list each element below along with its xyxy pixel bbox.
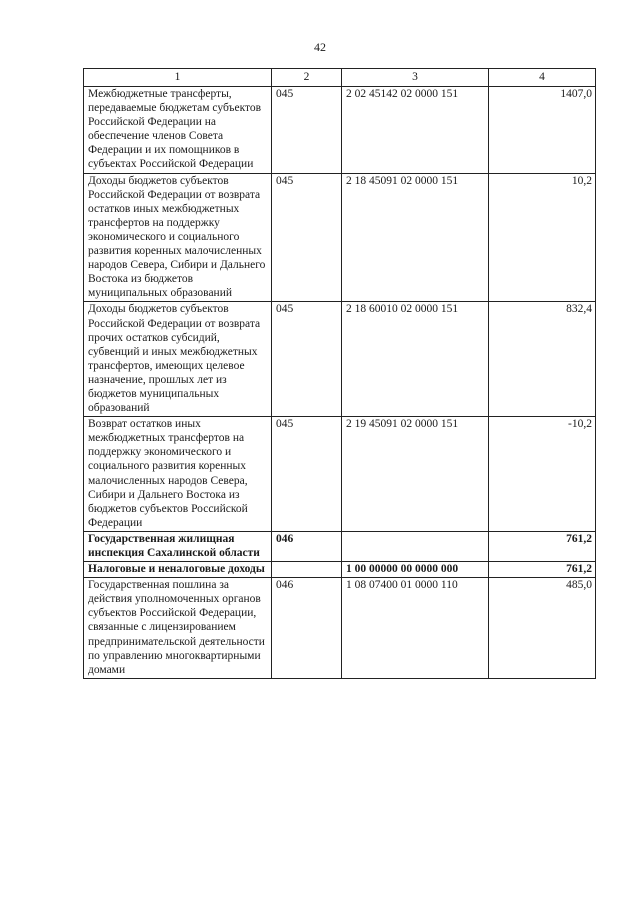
amount-cell: 1407,0 [489,87,596,174]
table-row [84,173,596,302]
classification-code-cell: 2 02 45142 02 0000 151 [342,87,489,174]
admin-code-cell [272,562,342,578]
classification-code-cell: 2 18 60010 02 0000 151 [342,302,489,417]
page-number: 42 [314,40,326,54]
admin-code-cell: 045 [272,302,342,417]
table-row [84,417,596,532]
table-row [84,87,596,174]
admin-code-cell: 045 [272,87,342,174]
revenue-name-cell: Доходы бюджетов субъектов Российской Федерации от возврата прочих остатков субсидий, субвенций и иных межбюджетных трансфертов, имеющих целевое назначение, прошлых лет из бюджетов муниципальных образований [84,302,272,417]
revenue-name-cell: Налоговые и неналоговые доходы [84,562,272,578]
classification-code-cell [342,531,489,561]
budget-revenue-table [83,68,596,679]
revenue-name-cell: Возврат остатков иных межбюджетных трансфертов на поддержку экономического и социального развития коренных малочисленных народов Севера, Сибири и Дальнего Востока из бюджетов субъектов Российской Федерации [84,417,272,532]
classification-code-cell: 2 18 45091 02 0000 151 [342,173,489,302]
amount-cell: -10,2 [489,417,596,532]
admin-code-cell: 046 [272,531,342,561]
revenue-name-cell: Государственная жилищная инспекция Сахалинской области [84,531,272,561]
revenue-name-cell: Государственная пошлина за действия уполномоченных органов субъектов Российской Федерации, связанные с лицензированием предпринимательской деятельности по управлению многоквартирными домами [84,578,272,679]
column-header-4: 4 [489,69,596,87]
column-header-2: 2 [272,69,342,87]
classification-code-cell: 2 19 45091 02 0000 151 [342,417,489,532]
revenue-name-cell: Межбюджетные трансферты, передаваемые бюджетам субъектов Российской Федерации на обеспечение членов Совета Федерации и их помощников в субъектах Российской Федерации [84,87,272,174]
table-row [84,531,596,561]
column-header-1: 1 [84,69,272,87]
table-row [84,578,596,679]
revenue-name-cell: Доходы бюджетов субъектов Российской Федерации от возврата остатков иных межбюджетных трансфертов на поддержку экономического и социального развития коренных малочисленных народов Севера, Сибири и Дальнего Востока из бюджетов муниципальных образований [84,173,272,302]
classification-code-cell: 1 00 00000 00 0000 000 [342,562,489,578]
amount-cell: 761,2 [489,531,596,561]
table-row [84,302,596,417]
amount-cell: 10,2 [489,173,596,302]
admin-code-cell: 045 [272,417,342,532]
table-row [84,562,596,578]
amount-cell: 761,2 [489,562,596,578]
amount-cell: 485,0 [489,578,596,679]
column-header-3: 3 [342,69,489,87]
admin-code-cell: 046 [272,578,342,679]
amount-cell: 832,4 [489,302,596,417]
admin-code-cell: 045 [272,173,342,302]
classification-code-cell: 1 08 07400 01 0000 110 [342,578,489,679]
table-header-row [84,69,596,87]
